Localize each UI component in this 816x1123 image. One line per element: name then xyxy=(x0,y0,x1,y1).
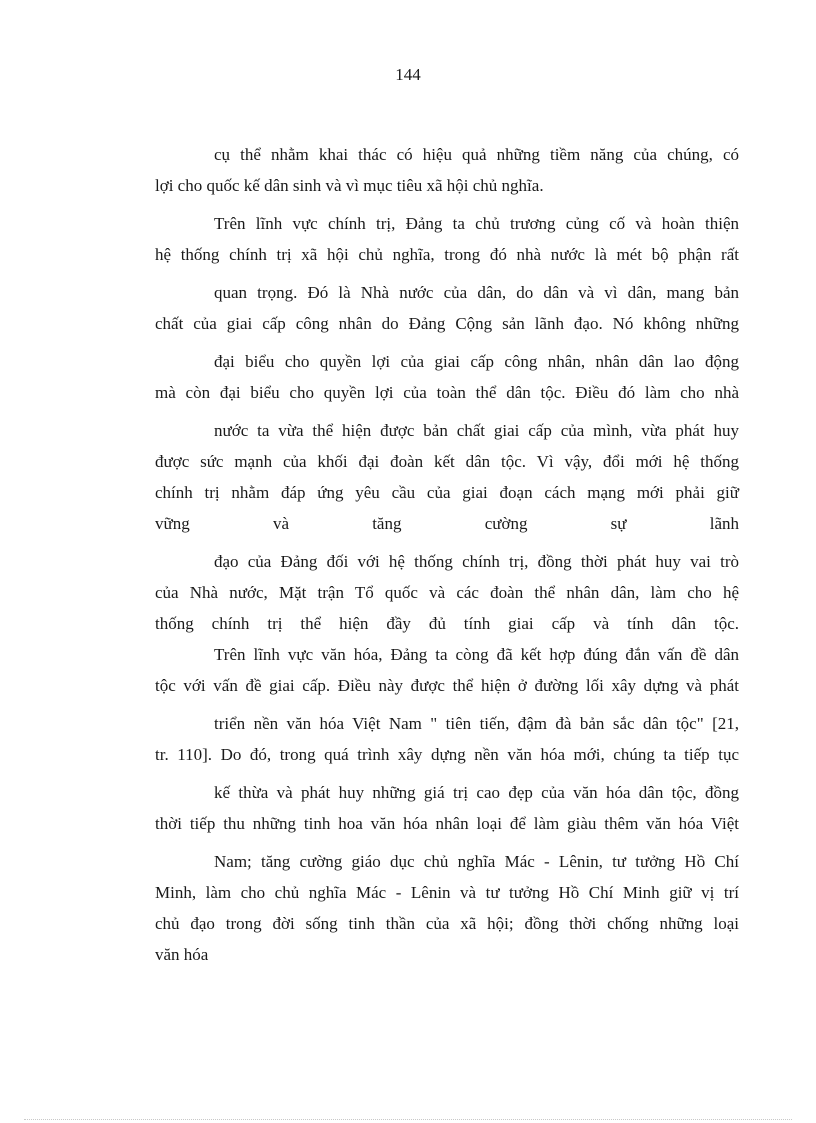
text-line: tộc với vấn đề giai cấp. Điều này được thể hiện ở đường lối xây dựng và phát xyxy=(155,676,739,695)
text-line: kế thừa và phát huy những giá trị cao đẹp của văn hóa dân tộc, đồng xyxy=(214,783,739,802)
text-line: chủ đạo trong đời sống tinh thần của xã hội; đồng thời chống những loại xyxy=(155,914,739,933)
text-line: chính trị nhằm đáp ứng yêu cầu của giai đoạn cách mạng mới phải giữ xyxy=(155,483,739,502)
text-line: thời tiếp thu những tinh hoa văn hóa nhân loại để làm giàu thêm văn hóa Việt xyxy=(155,814,739,833)
text-line: triển nền văn hóa Việt Nam " tiên tiến, đậm đà bản sắc dân tộc" [21, xyxy=(214,714,739,733)
text-line: Nam; tăng cường giáo dục chủ nghĩa Mác - Lênin, tư tưởng Hồ Chí xyxy=(214,852,739,871)
text-line: tr. 110]. Do đó, trong quá trình xây dựng nền văn hóa mới, chúng ta tiếp tục xyxy=(155,745,739,764)
page-bottom-divider xyxy=(24,1119,792,1120)
text-line: của Nhà nước, Mặt trận Tổ quốc và các đoàn thể nhân dân, làm cho hệ xyxy=(155,583,739,602)
text-line: vững và tăng cường sự lãnh xyxy=(155,514,739,533)
text-line: Trên lĩnh vực văn hóa, Đảng ta còng đã kết hợp đúng đắn vấn đề dân xyxy=(214,645,739,664)
text-line: quan trọng. Đó là Nhà nước của dân, do dân và vì dân, mang bản xyxy=(214,283,739,302)
text-line: thống chính trị thể hiện đầy đủ tính giai cấp và tính dân tộc. xyxy=(155,614,739,633)
body-text xyxy=(155,144,739,975)
text-line: Trên lĩnh vực chính trị, Đảng ta chủ trương củng cố và hoàn thiện xyxy=(214,214,739,233)
text-line: đại biểu cho quyền lợi của giai cấp công nhân, nhân dân lao động xyxy=(214,352,739,371)
text-line: được sức mạnh của khối đại đoàn kết dân tộc. Vì vậy, đổi mới hệ thống xyxy=(155,452,739,471)
text-line: nước ta vừa thể hiện được bản chất giai cấp của mình, vừa phát huy xyxy=(214,421,739,440)
text-line: chất của giai cấp công nhân do Đảng Cộng sản lãnh đạo. Nó không những xyxy=(155,314,739,333)
text-line: Minh, làm cho chủ nghĩa Mác - Lênin và tư tưởng Hồ Chí Minh giữ vị trí xyxy=(155,883,739,902)
text-line: mà còn đại biểu cho quyền lợi của toàn thể dân tộc. Điều đó làm cho nhà xyxy=(155,383,739,402)
text-line: văn hóa xyxy=(155,945,209,964)
text-line: cụ thể nhằm khai thác có hiệu quả những tiềm năng của chúng, có xyxy=(214,145,739,164)
text-line: hệ thống chính trị xã hội chủ nghĩa, trong đó nhà nước là mét bộ phận rất xyxy=(155,245,739,264)
text-line: đạo của Đảng đối với hệ thống chính trị, đồng thời phát huy vai trò xyxy=(214,552,739,571)
page-number: 144 xyxy=(395,65,421,84)
text-line: lợi cho quốc kế dân sinh và vì mục tiêu xã hội chủ nghĩa. xyxy=(155,176,544,195)
